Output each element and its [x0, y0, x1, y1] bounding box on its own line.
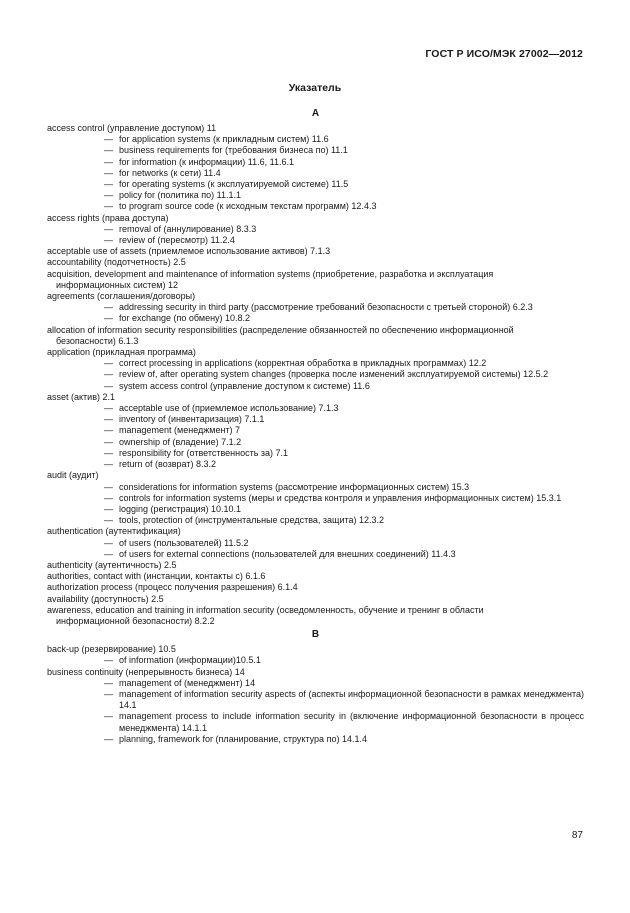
- index-list: [47, 106, 584, 745]
- index-subentry: [47, 201, 584, 212]
- subentry-text: for information (к информации) 11.6, 11.6.1: [119, 156, 294, 167]
- em-dash-marker: —: [104, 403, 113, 414]
- index-entry: back-up (резервирование) 10.5: [47, 644, 176, 655]
- index-subentry: [47, 190, 584, 201]
- index-subentry: [47, 134, 584, 145]
- index-subentry: [47, 235, 584, 246]
- subentry-text: management of (менеджмент) 14: [119, 677, 256, 688]
- index-subentry: [47, 734, 584, 745]
- index-entry: acquisition, development and maintenance of information systems (приобретение, разработка и эксплуатация: [47, 268, 494, 279]
- em-dash-marker: —: [104, 459, 113, 470]
- index-entry: allocation of information security responsibilities (распределение обязанностей по обеспечению информационной: [47, 324, 514, 335]
- subentry-text: policy for (политика по) 11.1.1: [119, 190, 241, 201]
- em-dash-marker: —: [104, 145, 113, 156]
- em-dash-marker: —: [104, 190, 113, 201]
- index-subentry: [47, 482, 584, 493]
- index-entry: asset (актив) 2.1: [47, 391, 115, 402]
- subentry-text: removal of (аннулирование) 8.3.3: [119, 223, 257, 234]
- subentry-text: tools, protection of (инструментальные средства, защита) 12.3.2: [119, 515, 385, 526]
- index-entry: authenticity (аутентичность) 2.5: [47, 559, 177, 570]
- index-letter-heading: A: [311, 108, 320, 119]
- index-entry-continuation: информационных систем) 12: [56, 279, 178, 290]
- em-dash-marker: —: [104, 380, 113, 391]
- index-subentry: [47, 358, 584, 369]
- em-dash-marker: —: [104, 201, 113, 212]
- subentry-text: for operating systems (к эксплуатируемой системе) 11.5: [119, 179, 349, 190]
- index-entry: awareness, education and training in information security (осведомленность, обучение и тренинг в области: [47, 604, 484, 615]
- page-number: 87: [571, 830, 583, 841]
- em-dash-marker: —: [104, 156, 113, 167]
- index-subentry: [47, 549, 584, 560]
- subentry-text: system access control (управление доступом к системе) 11.6: [119, 380, 370, 391]
- em-dash-marker: —: [104, 537, 113, 548]
- index-entry: audit (аудит): [47, 470, 99, 481]
- index-subentry: [47, 437, 584, 448]
- index-entry: accountability (подотчетность) 2.5: [47, 257, 186, 268]
- subentry-text: planning, framework for (планирование, структура по) 14.1.4: [119, 733, 367, 744]
- index-subentry: [47, 448, 584, 459]
- index-subentry: [47, 711, 584, 733]
- index-entry: acceptable use of assets (приемлемое использование активов) 7.1.3: [47, 246, 331, 257]
- index-letter-heading: B: [311, 629, 320, 641]
- index-entry: access control (управление доступом) 11: [47, 123, 217, 133]
- index-entry: authentication (аутентификация): [47, 526, 181, 537]
- em-dash-marker: —: [104, 711, 113, 722]
- em-dash-marker: —: [104, 425, 113, 436]
- em-dash-marker: —: [104, 179, 113, 190]
- em-dash-marker: —: [104, 167, 113, 178]
- index-subentry: [47, 168, 584, 179]
- subentry-text: to program source code (к исходным текстам программ) 12.4.3: [119, 201, 377, 212]
- index-entry: authorization process (процесс получения разрешения) 6.1.4: [47, 582, 298, 593]
- index-subentry: [47, 157, 584, 168]
- index-subentry: [47, 179, 584, 190]
- index-subentry: [47, 655, 584, 666]
- subentry-text: management (менеджмент) 7: [119, 425, 241, 436]
- em-dash-marker: —: [104, 436, 113, 447]
- index-subentry: [47, 403, 584, 414]
- subentry-text: responsibility for (ответственность за) 7.1: [119, 447, 289, 458]
- index-entry: availability (доступность) 2.5: [47, 593, 164, 604]
- em-dash-marker: —: [104, 358, 113, 369]
- index-subentry: [47, 381, 584, 392]
- standard-header: ГОСТ Р ИСО/МЭК 27002—2012: [425, 48, 583, 60]
- subentry-text: inventory of (инвентаризация) 7.1.1: [119, 414, 265, 425]
- em-dash-marker: —: [104, 677, 113, 688]
- subentry-text: business requirements for (требования бизнеса по) 11.1: [119, 145, 348, 156]
- index-subentry: [47, 302, 584, 313]
- em-dash-marker: —: [104, 503, 113, 514]
- subentry-text: management of information security aspects of (аспекты информационной безопасности в рамках менеджмента) 14.1: [119, 688, 584, 711]
- em-dash-marker: —: [104, 548, 113, 559]
- index-subentry: [47, 459, 584, 470]
- page-title: Указатель: [288, 82, 342, 94]
- em-dash-marker: —: [104, 313, 113, 324]
- index-subentry: [47, 224, 584, 235]
- em-dash-marker: —: [104, 688, 113, 699]
- subentry-text: return of (возврат) 8.3.2: [119, 459, 216, 470]
- index-subentry: [47, 145, 584, 156]
- subentry-text: review of, after operating system changes (проверка после изменений эксплуатируемой системы) 12.5.2: [119, 369, 549, 380]
- subentry-text: addressing security in third party (рассмотрение требований безопасности с третьей стороной) 6.2.3: [119, 302, 533, 313]
- index-subentry: [47, 313, 584, 324]
- subentry-text: for networks (к сети) 11.4: [119, 167, 221, 178]
- subentry-text: of users for external connections (пользователей для внешних соединений) 11.4.3: [119, 548, 456, 559]
- index-entry: agreements (соглашения/договоры): [47, 291, 196, 302]
- index-entry: application (прикладная программа): [47, 347, 196, 358]
- em-dash-marker: —: [104, 447, 113, 458]
- subentry-text: management process to include information security in (включение информационной безопасности в процесс менеджмента) 14.1.1: [119, 711, 584, 733]
- index-subentry: [47, 369, 584, 380]
- em-dash-marker: —: [104, 223, 113, 234]
- index-subentry: [47, 504, 584, 515]
- index-subentry: [47, 689, 584, 711]
- em-dash-marker: —: [104, 515, 113, 526]
- index-subentry: [47, 493, 584, 504]
- index-subentry: [47, 678, 584, 689]
- subentry-text: correct processing in applications (корректная обработка в прикладных программах) 12.2: [119, 358, 487, 369]
- index-subentry: [47, 515, 584, 526]
- subentry-text: review of (пересмотр) 11.2.4: [119, 235, 235, 246]
- subentry-text: of information (информации)10.5.1: [119, 655, 261, 666]
- index-entry: authorities, contact with (инстанции, контакты с) 6.1.6: [47, 571, 266, 582]
- index-entry: access rights (права доступа): [47, 212, 169, 223]
- index-subentry: [47, 414, 584, 425]
- em-dash-marker: —: [104, 235, 113, 246]
- index-entry-continuation: безопасности) 6.1.3: [56, 335, 139, 346]
- subentry-text: logging (регистрация) 10.10.1: [119, 503, 242, 514]
- em-dash-marker: —: [104, 414, 113, 425]
- index-subentry: [47, 538, 584, 549]
- index-entry-continuation: информационной безопасности) 8.2.2: [56, 615, 215, 626]
- subentry-text: for exchange (по обмену) 10.8.2: [119, 313, 251, 324]
- em-dash-marker: —: [104, 655, 113, 666]
- em-dash-marker: —: [104, 481, 113, 492]
- em-dash-marker: —: [104, 733, 113, 744]
- subentry-text: for application systems (к прикладным систем) 11.6: [119, 134, 329, 145]
- em-dash-marker: —: [104, 302, 113, 313]
- subentry-text: ownership of (владение) 7.1.2: [119, 436, 242, 447]
- subentry-text: of users (пользователей) 11.5.2: [119, 537, 249, 548]
- em-dash-marker: —: [104, 369, 113, 380]
- index-subentry: [47, 425, 584, 436]
- em-dash-marker: —: [104, 492, 113, 503]
- subentry-text: considerations for information systems (рассмотрение информационных систем) 15.3: [119, 481, 470, 492]
- subentry-text: acceptable use of (приемлемое использование) 7.1.3: [119, 403, 339, 414]
- em-dash-marker: —: [104, 134, 113, 145]
- index-entry: business continuity (непрерывность бизнеса) 14: [47, 666, 245, 677]
- subentry-text: controls for information systems (меры и средства контроля и управления информационных систем) 15.3.1: [119, 492, 562, 503]
